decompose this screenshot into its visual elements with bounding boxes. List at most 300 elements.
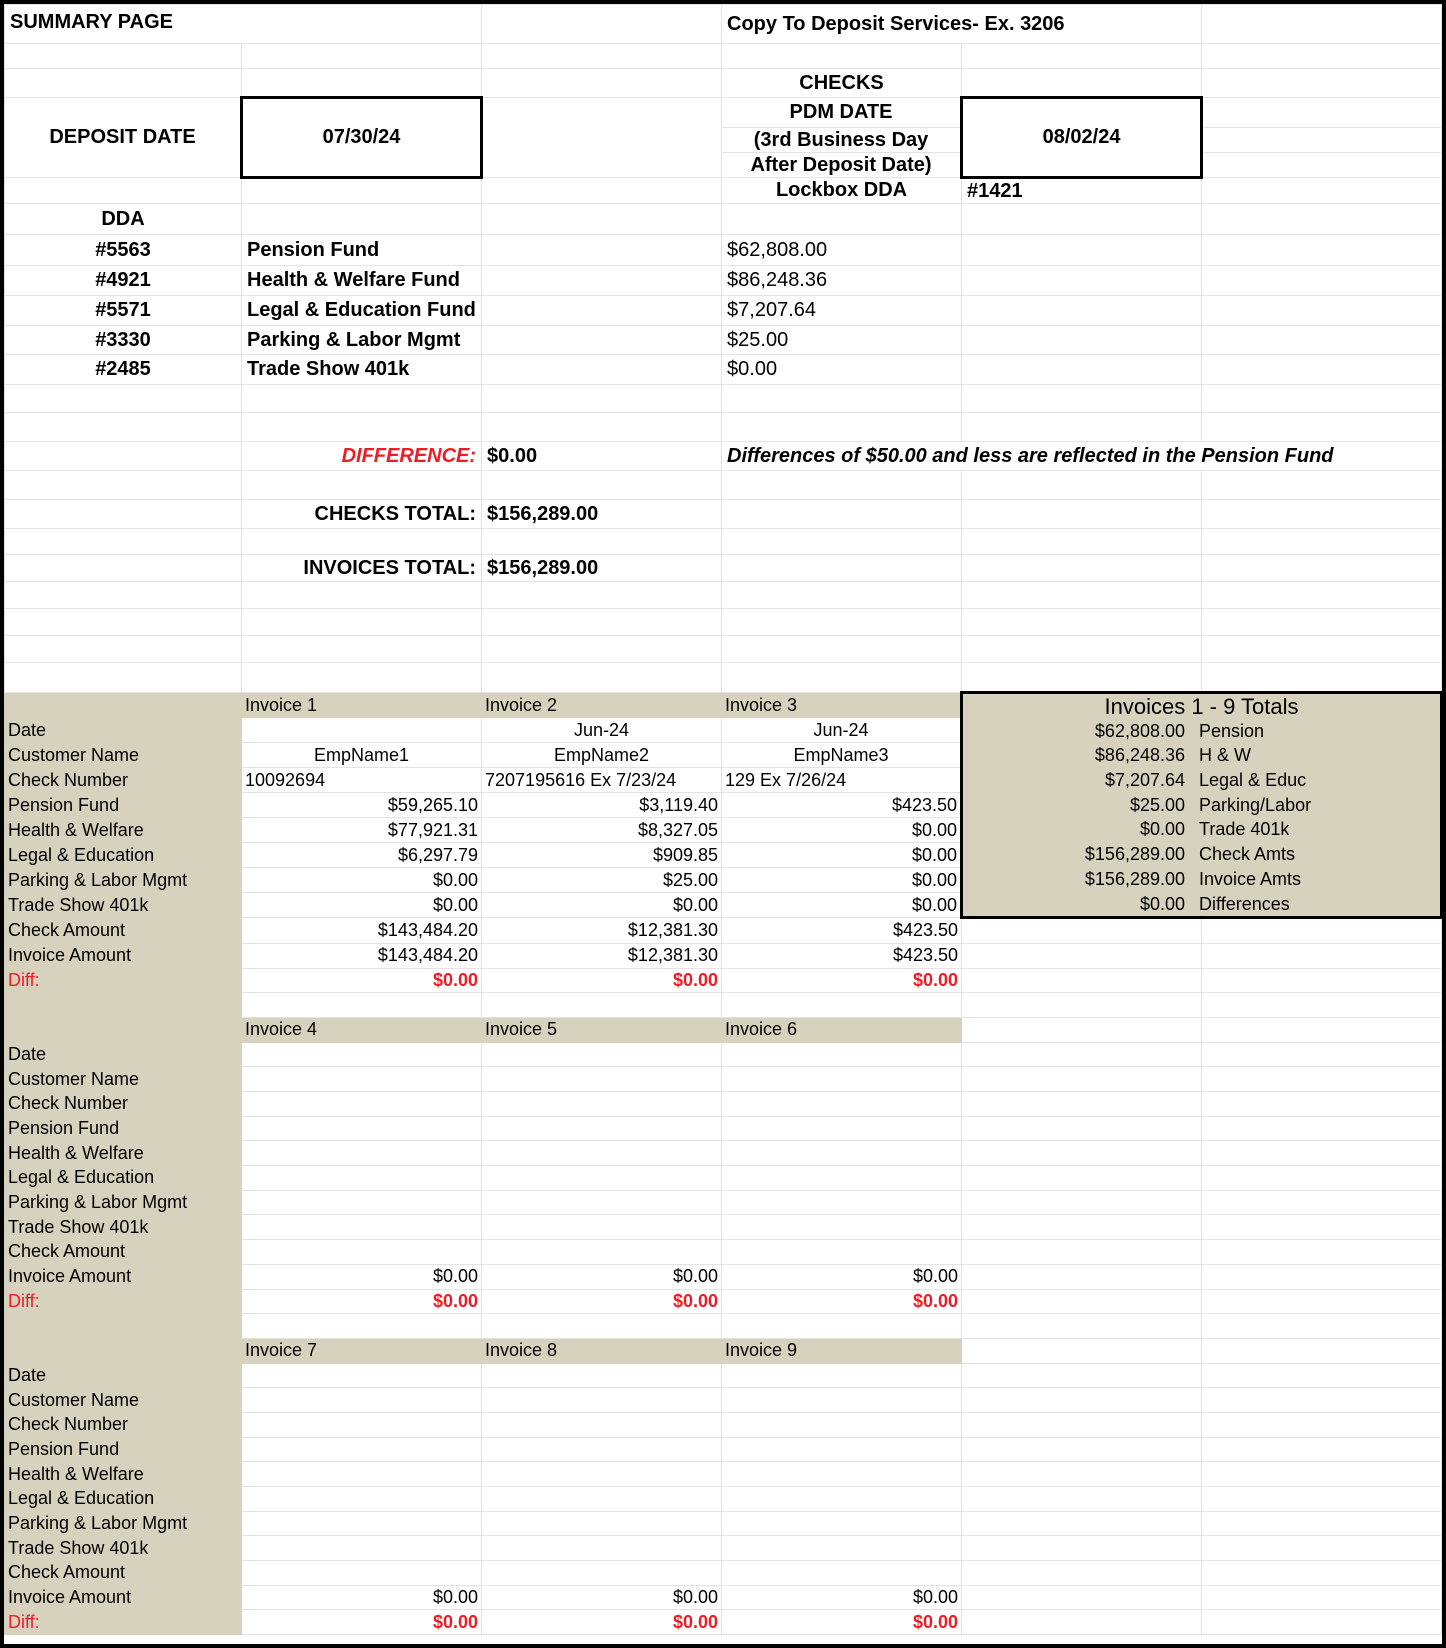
- empty-cell: [962, 1487, 1202, 1512]
- deposit-date-cell[interactable]: 07/30/24: [242, 98, 482, 178]
- row-label: Legal & Education: [5, 1487, 242, 1512]
- invoice-row: [5, 1462, 1446, 1487]
- empty-cell: [962, 1190, 1202, 1215]
- invoice-cell[interactable]: $0.00: [722, 1585, 962, 1610]
- label-column-cell: [5, 1017, 242, 1042]
- empty-cell: [1442, 1462, 1446, 1487]
- invoice-cell[interactable]: $0.00: [722, 868, 962, 893]
- empty-cell: [1202, 1462, 1442, 1487]
- empty-cell: [1442, 1363, 1446, 1388]
- empty-cell: [962, 1363, 1202, 1388]
- invoice-cell[interactable]: [482, 1536, 722, 1561]
- invoice-cell[interactable]: [482, 1240, 722, 1265]
- empty-cell: [1442, 843, 1446, 868]
- invoice-cell[interactable]: [722, 1511, 962, 1536]
- invoice-cell[interactable]: [242, 1166, 482, 1191]
- invoice-header: Invoice 6: [722, 1017, 962, 1042]
- invoice-cell[interactable]: $0.00: [722, 1264, 962, 1289]
- invoice-cell[interactable]: $0.00: [242, 1585, 482, 1610]
- invoice-cell[interactable]: [242, 1190, 482, 1215]
- totals-label: Legal & Educ: [1199, 770, 1307, 791]
- empty-cell: [1442, 918, 1446, 944]
- totals-value: $62,808.00: [1094, 720, 1186, 741]
- checks-total-label: CHECKS TOTAL:: [242, 500, 482, 529]
- invoice-cell[interactable]: [242, 1067, 482, 1092]
- invoice-cell[interactable]: $6,297.79: [242, 843, 482, 868]
- empty-cell: [962, 1092, 1202, 1117]
- empty-cell: [1442, 1116, 1446, 1141]
- invoice-cell[interactable]: $0.00: [242, 1610, 482, 1635]
- invoice-cell[interactable]: $423.50: [722, 918, 962, 944]
- totals-value: $0.00: [1139, 893, 1186, 914]
- empty-cell: [242, 1314, 482, 1339]
- empty-cell: [1202, 1412, 1442, 1437]
- empty-cell: [1202, 1067, 1442, 1092]
- invoice-cell[interactable]: $0.00: [722, 1610, 962, 1635]
- invoice-cell[interactable]: $0.00: [242, 868, 482, 893]
- empty-cell: [1202, 1092, 1442, 1117]
- empty-cell: [1202, 1141, 1442, 1166]
- invoice-cell[interactable]: $25.00: [482, 868, 722, 893]
- empty-cell: [1442, 868, 1446, 893]
- invoice-header-row: [5, 693, 1446, 718]
- row-label: Health & Welfare: [5, 818, 242, 843]
- invoice-header: Invoice 8: [482, 1338, 722, 1363]
- empty-cell: [1202, 1314, 1442, 1339]
- row-label: Customer Name: [5, 1067, 242, 1092]
- invoice-cell[interactable]: $423.50: [722, 793, 962, 818]
- invoices-total-label: INVOICES TOTAL:: [242, 555, 482, 582]
- invoice-cell[interactable]: [242, 1092, 482, 1117]
- invoice-cell[interactable]: [722, 1561, 962, 1586]
- invoice-cell[interactable]: [722, 1536, 962, 1561]
- invoice-row: [5, 1511, 1446, 1536]
- invoice-row: [5, 1042, 1446, 1067]
- row-label: Invoice Amount: [5, 943, 242, 968]
- invoice-cell[interactable]: [242, 1215, 482, 1240]
- invoice-cell[interactable]: [482, 1190, 722, 1215]
- row-label: Trade Show 401k: [5, 1536, 242, 1561]
- totals-grid: [963, 694, 1440, 916]
- row-label: Check Number: [5, 1092, 242, 1117]
- invoice-row: [5, 918, 1446, 944]
- invoice-row: [5, 1116, 1446, 1141]
- empty-cell: [1202, 1511, 1442, 1536]
- invoice-cell[interactable]: [722, 1116, 962, 1141]
- invoice-cell[interactable]: [482, 1166, 722, 1191]
- invoice-cell[interactable]: $0.00: [482, 893, 722, 918]
- row-label: Diff:: [5, 1289, 242, 1314]
- invoice-cell[interactable]: [482, 1561, 722, 1586]
- dda-fund: Pension Fund: [242, 235, 482, 266]
- empty-cell: [1202, 1536, 1442, 1561]
- invoice-cell[interactable]: Jun-24: [722, 718, 962, 743]
- empty-cell: [1202, 1561, 1442, 1586]
- invoice-cell[interactable]: $0.00: [242, 893, 482, 918]
- page-title: SUMMARY PAGE: [5, 5, 482, 44]
- totals-label: H & W: [1199, 745, 1252, 766]
- row-label: Customer Name: [5, 743, 242, 768]
- row-label: Parking & Labor Mgmt: [5, 1190, 242, 1215]
- empty-cell: [1202, 1215, 1442, 1240]
- invoice-cell[interactable]: [482, 1511, 722, 1536]
- dda-amount[interactable]: $86,248.36: [722, 266, 962, 296]
- empty-cell: [1202, 1116, 1442, 1141]
- empty-cell: [1442, 1487, 1446, 1512]
- empty-cell: [1442, 993, 1446, 1018]
- invoice-cell[interactable]: $3,119.40: [482, 793, 722, 818]
- invoice-cell[interactable]: 129 Ex 7/26/24: [722, 768, 962, 793]
- empty-cell: [1442, 793, 1446, 818]
- empty-cell: [962, 1166, 1202, 1191]
- invoice-cell[interactable]: $0.00: [482, 1264, 722, 1289]
- invoice-row: [5, 1585, 1446, 1610]
- invoice-cell[interactable]: [722, 1092, 962, 1117]
- invoice-cell[interactable]: [482, 1141, 722, 1166]
- invoice-cell[interactable]: [242, 1240, 482, 1265]
- empty-cell: [1442, 1190, 1446, 1215]
- empty-cell: [1442, 1536, 1446, 1561]
- difference-label: DIFFERENCE:: [242, 442, 482, 471]
- invoice-row: [5, 1412, 1446, 1437]
- row-label: Check Number: [5, 1412, 242, 1437]
- invoice-cell[interactable]: $143,484.20: [242, 918, 482, 944]
- empty-cell: [1442, 1585, 1446, 1610]
- dda-fund: Legal & Education Fund: [242, 296, 482, 326]
- empty-cell: [962, 1067, 1202, 1092]
- empty-cell: [1202, 993, 1442, 1018]
- invoice-cell[interactable]: [242, 1388, 482, 1413]
- invoice-cell[interactable]: EmpName2: [482, 743, 722, 768]
- invoice-cell[interactable]: [242, 1042, 482, 1067]
- invoice-cell[interactable]: $0.00: [482, 968, 722, 993]
- invoice-cell[interactable]: $909.85: [482, 843, 722, 868]
- invoice-row: [5, 943, 1446, 968]
- row-label: Check Amount: [5, 1561, 242, 1586]
- row-label: Trade Show 401k: [5, 1215, 242, 1240]
- empty-cell: [1202, 1585, 1442, 1610]
- invoice-cell[interactable]: [242, 1363, 482, 1388]
- dda-fund: Parking & Labor Mgmt: [242, 326, 482, 355]
- invoice-cell[interactable]: [482, 1092, 722, 1117]
- invoice-cell[interactable]: $0.00: [722, 843, 962, 868]
- row-label: Pension Fund: [5, 793, 242, 818]
- dda-row: [5, 326, 1446, 355]
- pdm-note-line1: (3rd Business Day: [722, 128, 962, 153]
- empty-cell: [1442, 893, 1446, 918]
- invoice-row: [5, 1166, 1446, 1191]
- empty-cell: [1202, 1017, 1442, 1042]
- invoice-cell[interactable]: [722, 1042, 962, 1067]
- empty-cell: [962, 1289, 1202, 1314]
- spacer-row: [5, 993, 1446, 1018]
- invoice-cell[interactable]: $0.00: [722, 968, 962, 993]
- empty-cell: [1442, 1141, 1446, 1166]
- empty-cell: [1202, 1338, 1442, 1363]
- empty-cell: [1202, 1363, 1442, 1388]
- empty-cell: [962, 1215, 1202, 1240]
- row-label: Pension Fund: [5, 1437, 242, 1462]
- invoice-cell[interactable]: $0.00: [722, 818, 962, 843]
- empty-cell: [962, 1437, 1202, 1462]
- row-label: Trade Show 401k: [5, 893, 242, 918]
- invoice-row: [5, 1092, 1446, 1117]
- dda-amount[interactable]: $7,207.64: [722, 296, 962, 326]
- invoice-cell[interactable]: Jun-24: [482, 718, 722, 743]
- invoice-header: Invoice 4: [242, 1017, 482, 1042]
- invoice-row: [5, 1388, 1446, 1413]
- invoice-cell[interactable]: [242, 1437, 482, 1462]
- row-label: Diff:: [5, 1610, 242, 1635]
- invoice-cell[interactable]: $8,327.05: [482, 818, 722, 843]
- empty-cell: [962, 993, 1202, 1018]
- totals-value: $156,289.00: [1084, 844, 1186, 865]
- invoice-cell[interactable]: EmpName3: [722, 743, 962, 768]
- invoice-cell[interactable]: [722, 1067, 962, 1092]
- pdm-note-line2: After Deposit Date): [722, 153, 962, 178]
- dda-account: #3330: [5, 326, 242, 355]
- invoice-header: Invoice 9: [722, 1338, 962, 1363]
- copy-to-note: Copy To Deposit Services- Ex. 3206: [722, 5, 1202, 44]
- dda-row: [5, 355, 1446, 385]
- deposit-date-label: DEPOSIT DATE: [5, 98, 242, 178]
- invoice-cell[interactable]: [722, 1363, 962, 1388]
- empty-cell: [1442, 1240, 1446, 1265]
- dda-amount[interactable]: $62,808.00: [722, 235, 962, 266]
- totals-label: Check Amts: [1199, 844, 1296, 865]
- empty-cell: [962, 1017, 1202, 1042]
- invoice-cell[interactable]: [482, 1437, 722, 1462]
- spacer-row: [5, 1314, 1446, 1339]
- pdm-date-label: PDM DATE: [722, 98, 962, 128]
- invoice-cell[interactable]: [482, 1388, 722, 1413]
- totals-value: $7,207.64: [1104, 770, 1186, 791]
- empty-cell: [1442, 943, 1446, 968]
- invoice-cell[interactable]: [242, 1412, 482, 1437]
- invoice-cell[interactable]: [722, 1437, 962, 1462]
- invoice-header-row: [5, 1338, 1446, 1363]
- empty-cell: [1202, 1388, 1442, 1413]
- empty-cell: [1442, 1610, 1446, 1635]
- totals-value: $25.00: [1129, 794, 1186, 815]
- invoice-row: [5, 1264, 1446, 1289]
- empty-cell: [962, 943, 1202, 968]
- pdm-date-cell[interactable]: 08/02/24: [962, 98, 1202, 178]
- empty-cell: [1202, 1190, 1442, 1215]
- invoice-cell[interactable]: [242, 1536, 482, 1561]
- invoice-cell[interactable]: [242, 718, 482, 743]
- invoice-cell[interactable]: [482, 1462, 722, 1487]
- empty-cell: [1202, 1610, 1442, 1635]
- invoice-cell[interactable]: $77,921.31: [242, 818, 482, 843]
- empty-cell: [962, 1412, 1202, 1437]
- row-label: Check Amount: [5, 1240, 242, 1265]
- invoice-cell[interactable]: [722, 1412, 962, 1437]
- invoice-cell[interactable]: 7207195616 Ex 7/23/24: [482, 768, 722, 793]
- invoice-cell[interactable]: $0.00: [482, 1610, 722, 1635]
- empty-cell: [962, 1388, 1202, 1413]
- empty-cell: [962, 1462, 1202, 1487]
- empty-cell: [1442, 1289, 1446, 1314]
- totals-title: Invoices 1 - 9 Totals: [1104, 694, 1299, 719]
- empty-cell: [1442, 1437, 1446, 1462]
- invoice-cell[interactable]: $59,265.10: [242, 793, 482, 818]
- dda-account: #5571: [5, 296, 242, 326]
- dda-amount[interactable]: $25.00: [722, 326, 962, 355]
- empty-cell: [1442, 743, 1446, 768]
- invoice-cell[interactable]: $143,484.20: [242, 943, 482, 968]
- difference-value: $0.00: [482, 442, 722, 471]
- invoice-cell[interactable]: [242, 1462, 482, 1487]
- empty-cell: [1442, 718, 1446, 743]
- dda-fund: Health & Welfare Fund: [242, 266, 482, 296]
- invoice-row: [5, 1536, 1446, 1561]
- empty-cell: [962, 1240, 1202, 1265]
- empty-cell: [722, 993, 962, 1018]
- invoice-totals-box: [962, 693, 1442, 918]
- empty-cell: [1442, 1561, 1446, 1586]
- invoice-cell[interactable]: [722, 1462, 962, 1487]
- empty-cell: [1202, 943, 1442, 968]
- row-label: Pension Fund: [5, 1116, 242, 1141]
- invoice-cell[interactable]: $0.00: [242, 1289, 482, 1314]
- dda-account: #2485: [5, 355, 242, 385]
- totals-value: $156,289.00: [1084, 868, 1186, 889]
- empty-cell: [962, 1561, 1202, 1586]
- empty-cell: [1442, 693, 1446, 718]
- row-label: Diff:: [5, 968, 242, 993]
- row-label: Parking & Labor Mgmt: [5, 868, 242, 893]
- invoice-header: Invoice 1: [242, 693, 482, 718]
- invoice-cell[interactable]: [242, 1561, 482, 1586]
- invoice-cell[interactable]: [722, 1487, 962, 1512]
- row-label: Invoice Amount: [5, 1585, 242, 1610]
- empty-cell: [1202, 1240, 1442, 1265]
- empty-cell: [1442, 1388, 1446, 1413]
- empty-cell: [722, 1314, 962, 1339]
- totals-label: Trade 401k: [1199, 819, 1290, 840]
- empty-cell: [962, 1042, 1202, 1067]
- row-label: Invoice Amount: [5, 1264, 242, 1289]
- row-label: Health & Welfare: [5, 1462, 242, 1487]
- invoice-header: Invoice 5: [482, 1017, 722, 1042]
- empty-cell: [1202, 1289, 1442, 1314]
- empty-cell: [1442, 768, 1446, 793]
- invoice-cell[interactable]: [482, 1067, 722, 1092]
- row-label: Legal & Education: [5, 843, 242, 868]
- invoice-cell[interactable]: [722, 1215, 962, 1240]
- invoice-cell[interactable]: [242, 1511, 482, 1536]
- invoice-cell[interactable]: [482, 1412, 722, 1437]
- row-label: Legal & Education: [5, 1166, 242, 1191]
- empty-cell: [1442, 1166, 1446, 1191]
- empty-cell: [1202, 1487, 1442, 1512]
- invoice-cell[interactable]: [722, 1388, 962, 1413]
- row-label: Check Number: [5, 768, 242, 793]
- empty-cell: [962, 1264, 1202, 1289]
- dda-amount[interactable]: $0.00: [722, 355, 962, 385]
- empty-cell: [1442, 1412, 1446, 1437]
- invoice-cell[interactable]: [482, 1363, 722, 1388]
- empty-cell: [962, 1116, 1202, 1141]
- invoice-cell[interactable]: [722, 1240, 962, 1265]
- invoice-cell[interactable]: [482, 1487, 722, 1512]
- totals-label: Pension: [1199, 720, 1265, 741]
- empty-cell: [1202, 968, 1442, 993]
- invoice-cell[interactable]: [242, 1141, 482, 1166]
- invoice-cell[interactable]: [482, 1116, 722, 1141]
- invoice-cell[interactable]: $423.50: [722, 943, 962, 968]
- invoice-cell[interactable]: $0.00: [722, 893, 962, 918]
- empty-cell: [1202, 1264, 1442, 1289]
- empty-cell: [1442, 1067, 1446, 1092]
- empty-cell: [1202, 1166, 1442, 1191]
- checks-total-value: $156,289.00: [482, 500, 722, 529]
- invoice-cell[interactable]: [722, 1166, 962, 1191]
- invoice-cell[interactable]: 10092694: [242, 768, 482, 793]
- empty-cell: [1442, 1215, 1446, 1240]
- empty-cell: [482, 993, 722, 1018]
- empty-cell: [482, 1314, 722, 1339]
- invoice-header-row: [5, 1017, 1446, 1042]
- empty-cell: [1202, 1042, 1442, 1067]
- row-label: Date: [5, 1042, 242, 1067]
- invoice-cell[interactable]: [722, 1190, 962, 1215]
- empty-cell: [242, 993, 482, 1018]
- empty-cell: [1442, 1511, 1446, 1536]
- empty-cell: [1442, 1017, 1446, 1042]
- invoice-cell[interactable]: $0.00: [242, 968, 482, 993]
- invoice-row: [5, 1437, 1446, 1462]
- totals-label: Invoice Amts: [1199, 868, 1302, 889]
- invoice-cell[interactable]: $0.00: [242, 1264, 482, 1289]
- invoice-cell[interactable]: [722, 1141, 962, 1166]
- row-label: Parking & Labor Mgmt: [5, 1511, 242, 1536]
- label-column-cell: [5, 1338, 242, 1363]
- invoice-section: [5, 693, 1446, 1635]
- invoice-cell[interactable]: [482, 1042, 722, 1067]
- empty-cell: [1442, 1264, 1446, 1289]
- checks-label: CHECKS: [722, 69, 962, 98]
- invoices-total-value: $156,289.00: [482, 555, 722, 582]
- empty-cell: [962, 1536, 1202, 1561]
- invoice-row: [5, 968, 1446, 993]
- invoice-row: [5, 1487, 1446, 1512]
- row-label: Date: [5, 718, 242, 743]
- invoice-row: [5, 1240, 1446, 1265]
- invoice-cell[interactable]: [242, 1487, 482, 1512]
- invoice-row: [5, 1610, 1446, 1635]
- invoice-row: [5, 1289, 1446, 1314]
- invoice-cell[interactable]: [242, 1116, 482, 1141]
- empty-cell: [1202, 918, 1442, 944]
- empty-cell: [962, 1314, 1202, 1339]
- empty-cell: [1442, 1314, 1446, 1339]
- invoice-cell[interactable]: $12,381.30: [482, 918, 722, 944]
- invoice-cell[interactable]: EmpName1: [242, 743, 482, 768]
- empty-cell: [1442, 818, 1446, 843]
- invoice-cell[interactable]: $12,381.30: [482, 943, 722, 968]
- invoice-cell[interactable]: $0.00: [482, 1289, 722, 1314]
- row-label: Check Amount: [5, 918, 242, 944]
- dda-account: #4921: [5, 266, 242, 296]
- invoice-cell[interactable]: $0.00: [482, 1585, 722, 1610]
- invoice-cell[interactable]: [482, 1215, 722, 1240]
- invoice-row: [5, 1363, 1446, 1388]
- empty-cell: [962, 1338, 1202, 1363]
- invoice-row: [5, 1215, 1446, 1240]
- invoice-cell[interactable]: $0.00: [722, 1289, 962, 1314]
